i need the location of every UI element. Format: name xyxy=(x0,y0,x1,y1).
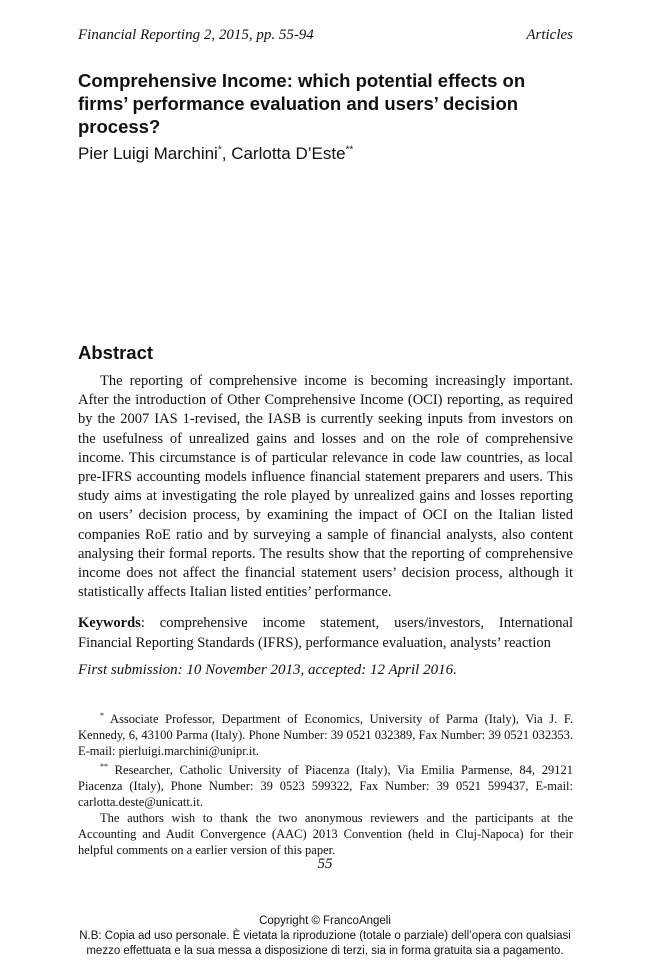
footnote xyxy=(78,759,573,810)
keywords-list: : comprehensive income statement, users/investors, International Financial Reporting Standards (IFRS), performance evaluation, analysts’ reaction xyxy=(78,615,573,651)
article-title: Comprehensive Income: which potential effects on firms’ performance evaluation and users’ decision process? xyxy=(78,70,526,137)
footnote-text: Associate Professor, Department of Economics, University of Parma (Italy), Via J. F. Kennedy, 6, 43100 Parma (Italy). Phone Number: 39 0521 032389, Fax Number: 39 0521 032353. E-mail: pierluigi.marchini@unipr.it. xyxy=(78,712,573,759)
author-name: Carlotta D’Este xyxy=(231,144,346,163)
keywords xyxy=(78,614,573,653)
author-list xyxy=(78,144,353,164)
footnote-mark: * xyxy=(217,144,222,156)
running-header xyxy=(78,27,573,47)
footnote xyxy=(78,708,573,759)
copyright-line: mezzo effettuata e la sua messa a disposizione di terzi, sia in forma gratuita sia a pagamento. xyxy=(86,945,564,957)
footnote-mark: ** xyxy=(100,762,108,772)
abstract-body: The reporting of comprehensive income is becoming increasingly important. After the introduction of Other Comprehensive Income (OCI) reporting, as required by the 2007 IAS 1-revised, the IASB is currently seeking inputs from investors on the usefulness of unrealized gains and losses and on the role of comprehensive income. This circumstance is of particular relevance in code law countries, as local pre-IFRS accounting models influence financial statement preparers and users. This study aims at investigating the role played by unrealized gains and losses reporting on users’ decision process, by examining the impact of OCI on the Italian listed companies RoE ratio and by surveying a sample of financial analysts, also content analysing their formal reports. The results show that the reporting of comprehensive income does not affect the financial statement users’ decision process, although it statistically affects Italian listed entities’ performance. xyxy=(78,373,573,601)
abstract-heading: Abstract xyxy=(78,342,154,363)
author-name: Pier Luigi Marchini xyxy=(78,144,218,163)
footnotes xyxy=(78,708,573,858)
footnote-text: Researcher, Catholic University of Piacenza (Italy), Via Emilia Parmense, 84, 29121 Piacenza (Italy), Phone Number: 39 0523 599322, Fax Number: 39 0521 599437, E-mail: carlotta.deste@unicatt.it. xyxy=(78,763,573,810)
footnote-mark: ** xyxy=(345,144,354,156)
author-separator: , xyxy=(221,144,232,163)
footnote-mark: * xyxy=(100,711,104,720)
copyright-line: Copyright © FrancoAngeli xyxy=(259,915,391,927)
copyright-notice xyxy=(0,914,650,959)
copyright-line: N.B: Copia ad uso personale. È vietata la riproduzione (totale o parziale) dell’opera con qualsiasi xyxy=(79,930,571,942)
acknowledgement: The authors wish to thank the two anonymous reviewers and the participants at the Accounting and Audit Convergence (AAC) 2013 Convention (held in Cluj-Napoca) for their helpful comments on a earlier version of this paper. xyxy=(78,811,573,858)
keywords-label: Keywords xyxy=(78,615,141,631)
page-number: 55 xyxy=(317,856,333,872)
submission-dates: First submission: 10 November 2013, accepted: 12 April 2016. xyxy=(78,662,457,678)
section-label: Articles xyxy=(526,27,573,43)
journal-citation: Financial Reporting 2, 2015, pp. 55-94 xyxy=(78,27,314,43)
